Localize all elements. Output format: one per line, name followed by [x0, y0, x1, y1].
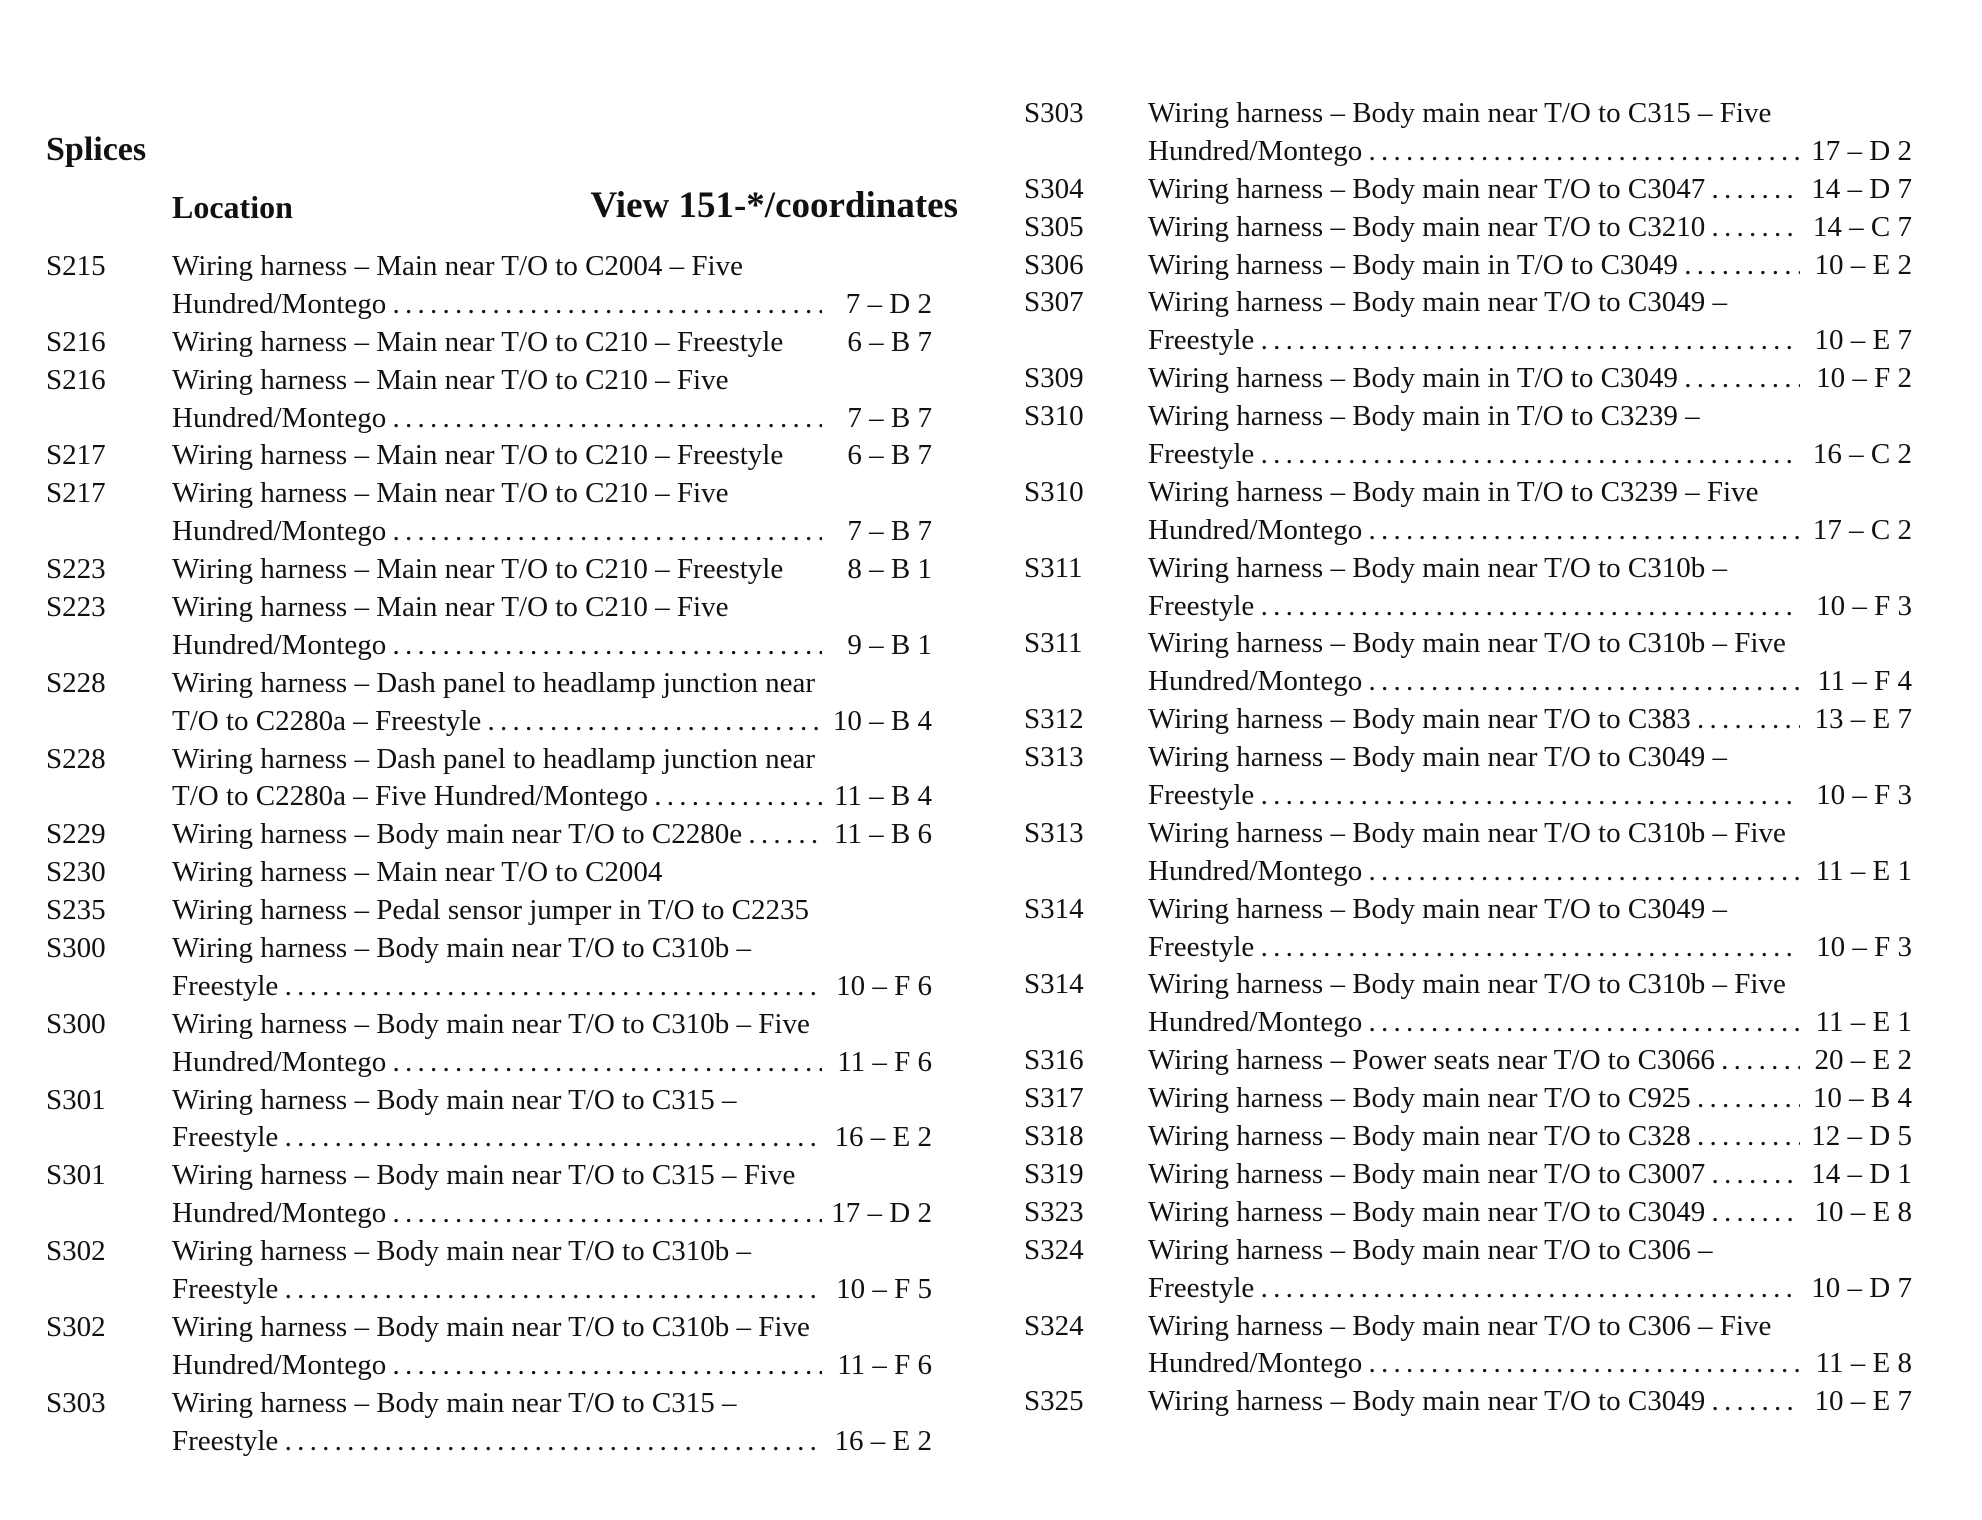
splice-entry	[1024, 815, 1912, 891]
splice-entry-line	[46, 400, 932, 438]
splice-entry	[1024, 1042, 1912, 1080]
splice-coordinates: 11 – B 4	[833, 780, 932, 813]
splice-location-text: Hundred/Montego . . .	[172, 1195, 822, 1233]
splice-entry	[1024, 1118, 1912, 1156]
splice-location-text: Hundred/Montego . . .	[1148, 1345, 1800, 1383]
splice-id: S313	[1024, 816, 1084, 849]
splice-entry	[1024, 1232, 1912, 1308]
splice-entry-line	[1024, 739, 1912, 777]
splice-entry-line	[1024, 1345, 1912, 1383]
splice-entry	[46, 1082, 932, 1158]
splice-entry-line	[46, 1271, 932, 1309]
splice-location-text: Hundred/Montego . . .	[172, 1044, 822, 1082]
splice-entry	[1024, 474, 1912, 550]
splice-entry-line	[46, 1082, 932, 1120]
splice-entry-line	[1024, 171, 1912, 209]
splice-location-text: Wiring harness – Pedal sensor jumper in T/O to C2235	[172, 894, 810, 927]
splice-id: S217	[46, 439, 106, 472]
splice-entry-line	[46, 551, 932, 589]
splice-location-text: Wiring harness – Body main in T/O to C3049 . . .	[1148, 247, 1800, 285]
splice-id: S304	[1024, 172, 1084, 205]
splice-entry-line	[1024, 1194, 1912, 1232]
splice-coordinates: 10 – E 7	[1814, 1385, 1912, 1418]
splice-entry-line	[1024, 815, 1912, 853]
splice-entry	[46, 1006, 932, 1082]
splice-location-text: Freestyle . . .	[1148, 588, 1800, 626]
splice-location-text: T/O to C2280a – Five Hundred/Montego . . .	[172, 778, 822, 816]
splice-coordinates: 6 – B 7	[847, 439, 932, 472]
splice-entry	[46, 1309, 932, 1385]
splice-entry-line	[1024, 853, 1912, 891]
splice-entry	[1024, 360, 1912, 398]
splice-id: S317	[1024, 1082, 1084, 1115]
splice-id: S306	[1024, 248, 1084, 281]
splice-location-text: Wiring harness – Body main near T/O to C328 . . .	[1148, 1118, 1800, 1156]
splice-coordinates: 10 – F 5	[836, 1273, 932, 1306]
splice-entry-line	[46, 816, 932, 854]
splice-id: S223	[46, 553, 106, 586]
splice-id: S324	[1024, 1233, 1084, 1266]
splice-coordinates: 11 – E 8	[1815, 1347, 1912, 1380]
splice-location-text: Wiring harness – Power seats near T/O to C3066 . . .	[1148, 1042, 1800, 1080]
splice-entry-line	[46, 1044, 932, 1082]
splice-entry	[1024, 171, 1912, 209]
splice-entry-line	[1024, 209, 1912, 247]
splice-entry	[1024, 739, 1912, 815]
splice-entry-line	[1024, 1004, 1912, 1042]
splice-entry-line	[46, 1233, 932, 1271]
splice-entry	[46, 816, 932, 854]
splice-id: S216	[46, 325, 106, 358]
splice-location-text: Wiring harness – Body main near T/O to C315 – Five	[1148, 97, 1772, 129]
splice-entry-line	[46, 1119, 932, 1157]
splice-coordinates: 8 – B 1	[847, 553, 932, 586]
splice-id: S324	[1024, 1309, 1084, 1342]
splice-location-text: Freestyle . . .	[1148, 1270, 1800, 1308]
splice-location-text: Hundred/Montego . . .	[1148, 512, 1800, 550]
splice-coordinates: 6 – B 7	[847, 325, 932, 358]
splice-coordinates: 13 – E 7	[1814, 703, 1912, 736]
splice-location-text: Wiring harness – Main near T/O to C210 – Five	[172, 591, 729, 624]
splice-location-text: Wiring harness – Body main near T/O to C3049 . . .	[1148, 1194, 1800, 1232]
splice-entry-line	[1024, 474, 1912, 512]
splice-entry	[46, 324, 932, 362]
splice-location-text: Hundred/Montego . . .	[172, 286, 822, 324]
splice-location-text: Wiring harness – Body main near T/O to C3049 . . .	[1148, 1383, 1800, 1421]
splice-entry	[1024, 550, 1912, 626]
splice-location-text: Wiring harness – Body main in T/O to C3049 . . .	[1148, 360, 1800, 398]
splice-entry-line	[1024, 95, 1912, 133]
splice-location-text: Freestyle . . .	[1148, 436, 1800, 474]
splice-entry-line	[46, 627, 932, 665]
splice-location-text: Hundred/Montego . . .	[1148, 663, 1800, 701]
splice-location-text: Freestyle . . .	[1148, 777, 1800, 815]
splice-location-text: Freestyle . . .	[172, 1271, 822, 1309]
splice-id: S319	[1024, 1157, 1084, 1190]
splice-entry-line	[1024, 929, 1912, 967]
splice-coordinates: 10 – F 3	[1816, 779, 1912, 812]
splice-location-text: Wiring harness – Body main in T/O to C3239 – Five	[1148, 475, 1759, 508]
splice-entry	[1024, 1080, 1912, 1118]
splice-location-text: Wiring harness – Main near T/O to C2004 – Five	[172, 250, 743, 282]
right-splice-list	[1024, 95, 1912, 1421]
splice-coordinates: 10 – F 3	[1816, 930, 1912, 963]
splice-location-text: Wiring harness – Body main in T/O to C3239 –	[1148, 400, 1700, 433]
splice-entry	[46, 892, 932, 930]
splice-location-text: Wiring harness – Body main near T/O to C3007 . . .	[1148, 1156, 1800, 1194]
splice-location-text: Hundred/Montego . . .	[1148, 853, 1800, 891]
splice-location-text: Wiring harness – Body main near T/O to C3049 –	[1148, 892, 1728, 925]
splice-location-text: Wiring harness – Main near T/O to C210 – Freestyle	[172, 439, 784, 472]
splice-location-text: Wiring harness – Body main near T/O to C2280e . . .	[172, 816, 822, 854]
location-column-header: Location	[172, 189, 293, 225]
splice-entry	[1024, 284, 1912, 360]
splice-entry	[46, 475, 932, 551]
splice-location-text: Freestyle . . .	[1148, 322, 1800, 360]
splice-location-text: Hundred/Montego . . .	[172, 513, 822, 551]
splice-entry-line	[46, 513, 932, 551]
splice-entry	[46, 1233, 932, 1309]
left-splice-list	[46, 248, 932, 1461]
splice-location-text: Wiring harness – Body main near T/O to C3049 –	[1148, 741, 1728, 774]
splice-coordinates: 16 – E 2	[834, 1121, 932, 1154]
splice-entry-line	[46, 1347, 932, 1385]
splice-entry	[46, 741, 932, 817]
splice-location-text: Wiring harness – Dash panel to headlamp junction near	[172, 666, 816, 699]
splice-id: S300	[46, 932, 106, 965]
splice-location-text: T/O to C2280a – Freestyle . . .	[172, 703, 822, 741]
splice-location-text: Wiring harness – Main near T/O to C210 – Five	[172, 477, 729, 510]
splice-coordinates: 12 – D 5	[1811, 1120, 1912, 1153]
splice-location-text: Wiring harness – Body main near T/O to C306 –	[1148, 1233, 1713, 1266]
splice-entry-line	[1024, 663, 1912, 701]
splice-id: S305	[1024, 210, 1084, 243]
splice-location-text: Hundred/Montego . . .	[172, 627, 822, 665]
splice-location-text: Wiring harness – Body main near T/O to C310b – Five	[172, 1310, 810, 1343]
splice-id: S312	[1024, 703, 1084, 736]
splice-id: S313	[1024, 741, 1084, 774]
splice-coordinates: 11 – E 1	[1815, 1006, 1912, 1039]
splice-entry-line	[1024, 360, 1912, 398]
splice-entry	[1024, 625, 1912, 701]
splice-location-text: Wiring harness – Body main near T/O to C315 –	[172, 1083, 737, 1116]
splice-entry	[46, 854, 932, 892]
splice-location-text: Freestyle . . .	[172, 1423, 822, 1461]
splice-location-text: Wiring harness – Dash panel to headlamp junction near	[172, 742, 816, 775]
splice-entry	[1024, 966, 1912, 1042]
splice-location-text: Wiring harness – Body main near T/O to C310b – Five	[1148, 627, 1786, 660]
splice-coordinates: 10 – B 4	[1812, 1082, 1912, 1115]
splice-id: S314	[1024, 892, 1084, 925]
splice-id: S235	[46, 894, 106, 927]
splice-entry	[46, 362, 932, 438]
splice-entry	[1024, 1308, 1912, 1384]
splice-entry	[1024, 891, 1912, 967]
splice-entry	[46, 1157, 932, 1233]
splice-id: S314	[1024, 968, 1084, 1001]
splice-id: S303	[1024, 97, 1084, 129]
splice-entry	[46, 551, 932, 589]
splice-entry-line	[1024, 891, 1912, 929]
splice-entry-line	[46, 778, 932, 816]
splice-coordinates: 10 – E 7	[1814, 324, 1912, 357]
splice-entry-line	[46, 362, 932, 400]
splice-location-text: Wiring harness – Body main near T/O to C310b – Five	[1148, 816, 1786, 849]
splice-id: S309	[1024, 362, 1084, 395]
splice-id: S310	[1024, 475, 1084, 508]
splice-entry	[1024, 209, 1912, 247]
splice-location-text: Wiring harness – Body main near T/O to C3049 –	[1148, 286, 1728, 319]
splice-entry-line	[46, 930, 932, 968]
splice-location-text: Hundred/Montego . . .	[1148, 133, 1800, 171]
splice-location-text: Wiring harness – Body main near T/O to C310b – Five	[172, 1007, 810, 1040]
splice-location-text: Hundred/Montego . . .	[1148, 1004, 1800, 1042]
splice-coordinates: 11 – F 6	[837, 1348, 932, 1381]
splice-entry-line	[46, 437, 932, 475]
splice-coordinates: 11 – F 6	[837, 1045, 932, 1078]
splice-location-text: Wiring harness – Body main near T/O to C310b –	[172, 1235, 752, 1268]
splice-entry	[46, 1385, 932, 1461]
splice-coordinates: 10 – E 8	[1814, 1195, 1912, 1228]
splice-coordinates: 11 – E 1	[1815, 854, 1912, 887]
splice-id: S310	[1024, 400, 1084, 433]
splice-entry-line	[46, 475, 932, 513]
splice-id: S302	[46, 1235, 106, 1268]
splice-entry	[46, 665, 932, 741]
splice-entry-line	[1024, 512, 1912, 550]
splice-entry-line	[1024, 1270, 1912, 1308]
view-coordinates-column-header: View 151-*/coordinates	[590, 185, 958, 226]
splice-entry-line	[46, 892, 932, 930]
splice-location-text: Wiring harness – Body main near T/O to C383 . . .	[1148, 701, 1800, 739]
splice-coordinates: 10 – F 2	[1816, 362, 1912, 395]
splice-coordinates: 16 – C 2	[1812, 438, 1912, 471]
splice-id: S302	[46, 1310, 106, 1343]
splice-entry-line	[46, 1195, 932, 1233]
splice-location-text: Wiring harness – Body main near T/O to C310b – Five	[1148, 968, 1786, 1001]
splice-id: S311	[1024, 627, 1083, 660]
splice-entry-line	[1024, 1156, 1912, 1194]
splice-entry-line	[46, 968, 932, 1006]
splice-coordinates: 14 – D 7	[1811, 172, 1912, 205]
splice-coordinates: 10 – F 3	[1816, 589, 1912, 622]
splice-id: S303	[46, 1386, 106, 1419]
splice-entry-line	[1024, 777, 1912, 815]
splice-entry	[1024, 95, 1912, 171]
splice-id: S215	[46, 250, 106, 282]
splice-location-text: Freestyle . . .	[172, 1119, 822, 1157]
splice-coordinates: 11 – F 4	[1817, 665, 1912, 698]
splice-entry	[1024, 1383, 1912, 1421]
splice-location-text: Freestyle . . .	[172, 968, 822, 1006]
splice-id: S223	[46, 591, 106, 624]
splice-entry-line	[46, 1309, 932, 1347]
splice-entry-line	[1024, 1080, 1912, 1118]
splice-location-text: Wiring harness – Body main near T/O to C310b –	[172, 932, 752, 965]
splice-entry-line	[1024, 588, 1912, 626]
splice-id: S325	[1024, 1385, 1084, 1418]
splice-entry-line	[1024, 436, 1912, 474]
splice-entry-line	[1024, 1118, 1912, 1156]
splice-entry-line	[46, 1006, 932, 1044]
splice-id: S228	[46, 742, 106, 775]
splice-id: S318	[1024, 1120, 1084, 1153]
splice-location-text: Wiring harness – Body main near T/O to C315 –	[172, 1386, 737, 1419]
splice-coordinates: 14 – D 1	[1811, 1157, 1912, 1190]
splice-entry	[1024, 398, 1912, 474]
splice-id: S316	[1024, 1044, 1084, 1077]
splice-entry-line	[1024, 1308, 1912, 1346]
splice-location-text: Wiring harness – Body main near T/O to C3210 . . .	[1148, 209, 1800, 247]
splice-entry-line	[46, 854, 932, 892]
splice-coordinates: 10 – F 6	[836, 969, 932, 1002]
splice-location-text: Wiring harness – Main near T/O to C210 – Five	[172, 363, 729, 396]
splice-entry-line	[1024, 322, 1912, 360]
splice-id: S307	[1024, 286, 1084, 319]
section-title: Splices	[46, 131, 147, 168]
splice-id: S323	[1024, 1195, 1084, 1228]
splice-entry-line	[1024, 701, 1912, 739]
splice-id: S228	[46, 666, 106, 699]
splice-entry-line	[1024, 1042, 1912, 1080]
splice-entry-line	[46, 741, 932, 779]
splice-entry-line	[46, 703, 932, 741]
splice-entry-line	[46, 665, 932, 703]
splice-entry-line	[1024, 550, 1912, 588]
splice-entry-line	[46, 1385, 932, 1423]
splice-location-text: Wiring harness – Body main near T/O to C306 – Five	[1148, 1309, 1772, 1342]
splice-entry	[46, 248, 932, 324]
splice-id: S301	[46, 1083, 106, 1116]
splice-coordinates: 16 – E 2	[834, 1424, 932, 1457]
splice-entry-line	[1024, 1383, 1912, 1421]
splice-location-text: Wiring harness – Body main near T/O to C315 – Five	[172, 1159, 796, 1192]
splice-entry-line	[46, 286, 932, 324]
splice-id: S217	[46, 477, 106, 510]
splice-coordinates: 10 – E 2	[1814, 248, 1912, 281]
splice-entry	[1024, 1156, 1912, 1194]
splice-entry	[46, 589, 932, 665]
splice-entry-line	[46, 1157, 932, 1195]
splice-coordinates: 7 – B 7	[847, 515, 932, 548]
splice-location-text: Wiring harness – Body main near T/O to C925 . . .	[1148, 1080, 1800, 1118]
splice-entry-line	[1024, 1232, 1912, 1270]
splice-coordinates: 14 – C 7	[1812, 210, 1912, 243]
splice-coordinates: 20 – E 2	[1814, 1044, 1912, 1077]
splice-location-text: Wiring harness – Main near T/O to C210 – Freestyle	[172, 553, 784, 586]
splice-entry-line	[1024, 133, 1912, 171]
splice-entry-line	[1024, 398, 1912, 436]
splice-entry-line	[46, 1423, 932, 1461]
splice-coordinates: 7 – D 2	[845, 287, 932, 320]
splice-entry-line	[1024, 625, 1912, 663]
splice-coordinates: 17 – C 2	[1812, 513, 1912, 546]
splice-entry-line	[46, 324, 932, 362]
splice-location-text: Wiring harness – Main near T/O to C2004	[172, 856, 663, 889]
splice-entry	[46, 437, 932, 475]
splice-entry	[1024, 701, 1912, 739]
splice-location-text: Hundred/Montego . . .	[172, 1347, 822, 1385]
splice-location-text: Freestyle . . .	[1148, 929, 1800, 967]
splice-coordinates: 10 – D 7	[1811, 1271, 1912, 1304]
splice-location-text: Wiring harness – Main near T/O to C210 – Freestyle	[172, 325, 784, 358]
splice-id: S229	[46, 818, 106, 851]
splice-entry-line	[46, 248, 932, 286]
splice-entry-line	[46, 589, 932, 627]
splice-coordinates: 11 – B 6	[833, 818, 932, 851]
splice-location-text: Wiring harness – Body main near T/O to C3047 . . .	[1148, 171, 1800, 209]
splice-id: S311	[1024, 551, 1083, 584]
splice-coordinates: 17 – D 2	[831, 1197, 932, 1230]
splice-location-text: Wiring harness – Body main near T/O to C310b –	[1148, 551, 1728, 584]
splice-entry	[1024, 247, 1912, 285]
splice-coordinates: 10 – B 4	[832, 704, 932, 737]
splice-entry	[1024, 1194, 1912, 1232]
splice-coordinates: 7 – B 7	[847, 401, 932, 434]
splice-id: S216	[46, 363, 106, 396]
splice-entry-line	[1024, 247, 1912, 285]
splice-id: S301	[46, 1159, 106, 1192]
splice-entry-line	[1024, 284, 1912, 322]
splice-entry	[46, 930, 932, 1006]
splice-coordinates: 17 – D 2	[1811, 134, 1912, 167]
splice-location-text: Hundred/Montego . . .	[172, 400, 822, 438]
splice-id: S300	[46, 1007, 106, 1040]
splice-coordinates: 9 – B 1	[847, 628, 932, 661]
splice-entry-line	[1024, 966, 1912, 1004]
splice-id: S230	[46, 856, 106, 889]
